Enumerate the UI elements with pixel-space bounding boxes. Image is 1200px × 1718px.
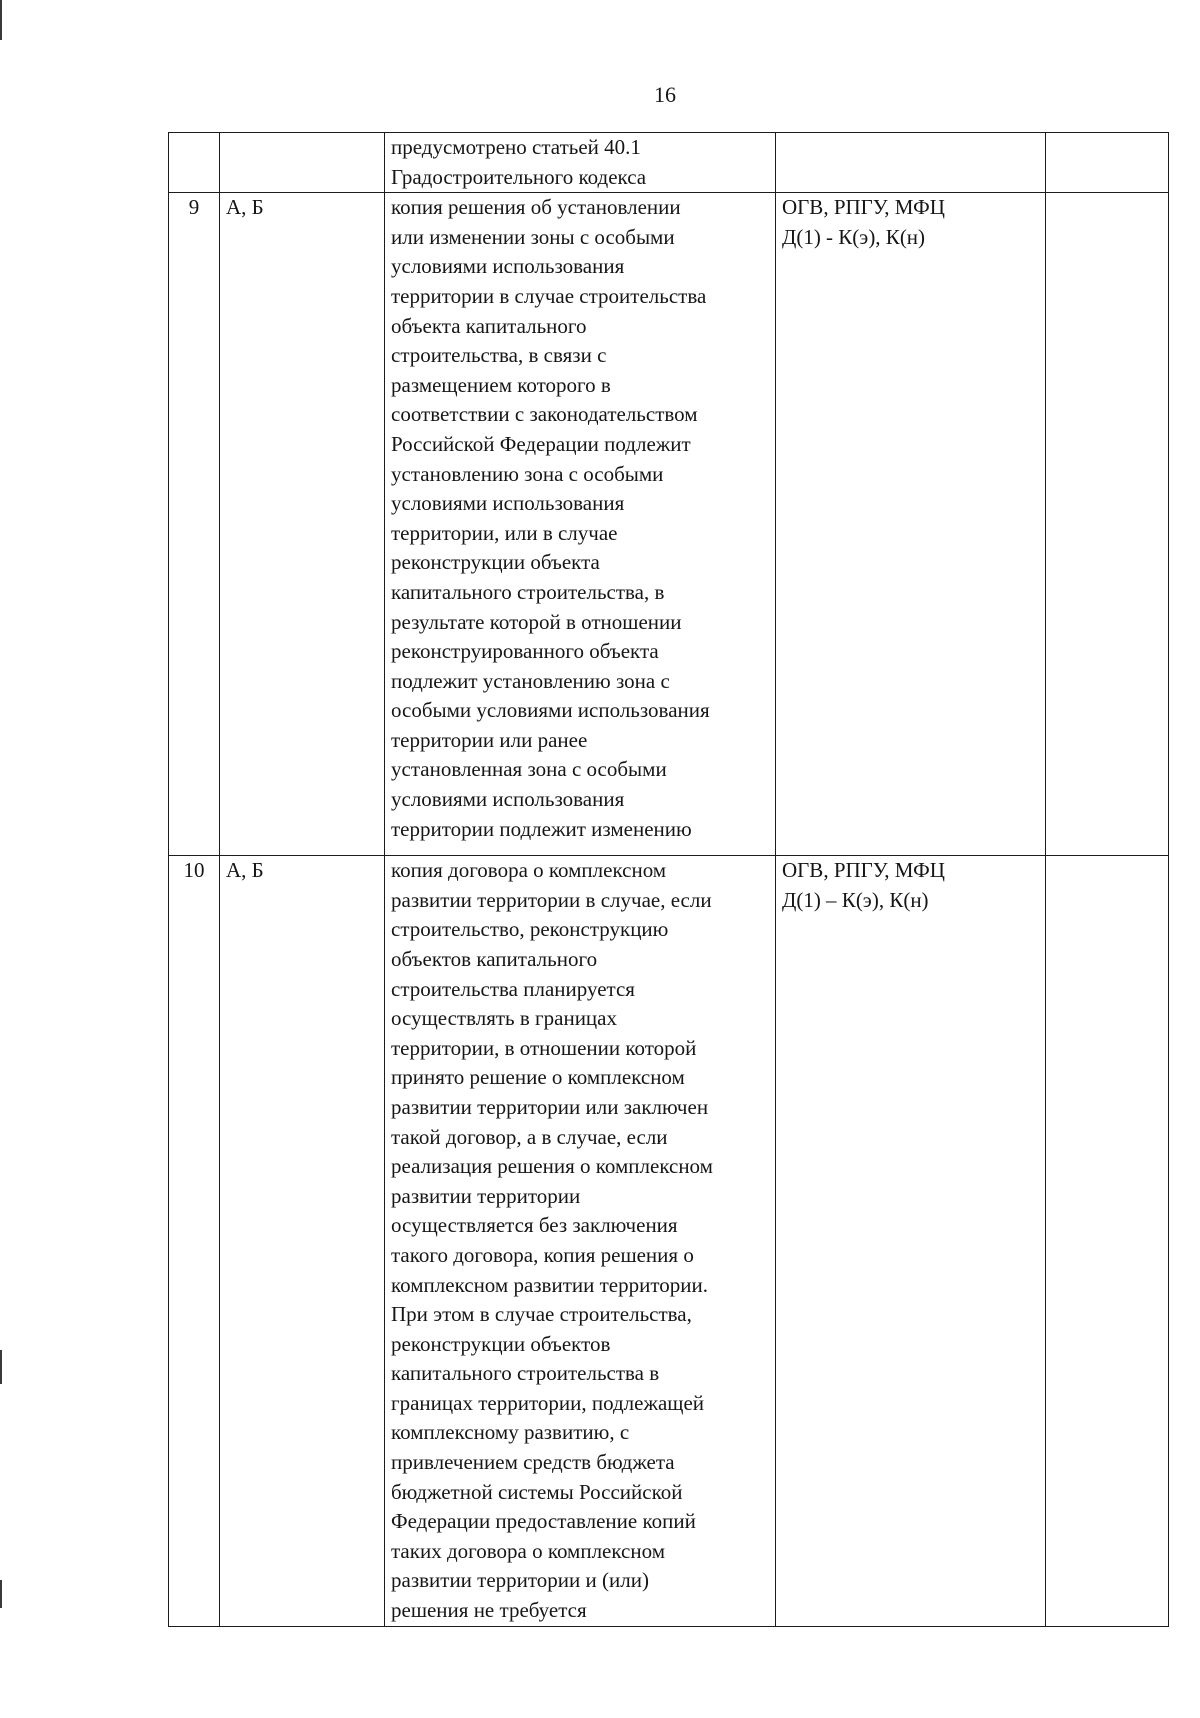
document-line: условиями использования [391, 491, 625, 516]
document-line: решения не требуется [391, 1598, 587, 1623]
document-line: развитии территории или заключен [391, 1094, 709, 1119]
document-line: такого договора, копия решения о [391, 1242, 694, 1267]
scan-edge-mark [0, 0, 2, 40]
document-line: строительства, в связи с [391, 343, 607, 368]
document-line: объекта капитального [391, 313, 587, 338]
source-line: ОГВ, РПГУ, МФЦ [782, 195, 945, 220]
document-line: копия решения об установлении [391, 195, 681, 220]
document-line: комплексном развитии территории. [391, 1272, 708, 1297]
document-line: территории или ранее [391, 727, 588, 752]
source-line: ОГВ, РПГУ, МФЦ [782, 858, 945, 883]
document-line: установлению зона с особыми [391, 461, 664, 486]
document-line: подлежит установлению зона с [391, 668, 670, 693]
scan-edge-mark [0, 1580, 2, 1608]
document-line: такой договор, а в случае, если [391, 1124, 668, 1149]
document-line: При этом в случае строительства, [391, 1302, 692, 1327]
source-cell [776, 193, 1046, 856]
source-line: Д(1) – К(э), К(н) [782, 887, 929, 912]
document-line: осуществляется без заключения [391, 1213, 678, 1238]
document-cell [385, 193, 776, 856]
document-line: Градостроительного кодекса [391, 164, 647, 189]
document-line: территории, или в случае [391, 520, 618, 545]
document-line: реконструкции объекта [391, 550, 600, 575]
scan-edge-mark [0, 1350, 2, 1384]
table-row [169, 856, 1169, 1626]
document-line: принято решение о комплексном [391, 1065, 685, 1090]
document-line: особыми условиями использования [391, 698, 710, 723]
document-line: соответствии с законодательством [391, 402, 698, 427]
row-number-cell [169, 133, 220, 193]
note-cell [1046, 856, 1169, 1626]
source-cell [776, 856, 1046, 1626]
document-line: реконструированного объекта [391, 639, 659, 664]
document-line: объектов капитального [391, 946, 598, 971]
document-line: таких договора о комплексном [391, 1538, 666, 1563]
document-cell [385, 856, 776, 1626]
document-cell [385, 133, 776, 193]
document-line: результате которой в отношении [391, 609, 682, 634]
document-line: предусмотрено статьей 40.1 [391, 135, 641, 159]
note-cell [1046, 193, 1169, 856]
source-line: Д(1) - К(э), К(н) [782, 224, 926, 249]
document-line: территории, в отношении которой [391, 1035, 697, 1060]
row-number-cell: 10 [169, 856, 220, 1626]
table-row [169, 133, 1169, 193]
document-line: развитии территории [391, 1183, 581, 1208]
note-cell [1046, 133, 1169, 193]
table-row [169, 193, 1169, 856]
document-line: территории подлежит изменению [391, 816, 692, 841]
document-line: капитального строительства в [391, 1361, 660, 1386]
document-line: развитии территории в случае, если [391, 887, 712, 912]
document-line: бюджетной системы Российской [391, 1479, 683, 1504]
document-line: развитии территории и (или) [391, 1568, 649, 1593]
document-line: Федерации предоставление копий [391, 1509, 696, 1534]
row-number-cell: 9 [169, 193, 220, 856]
document-line: или изменении зоны с особыми [391, 224, 675, 249]
document-line: строительства планируется [391, 976, 635, 1001]
document-line: условиями использования [391, 787, 625, 812]
document-line: копия договора о комплексном [391, 858, 667, 883]
document-line: территории в случае строительства [391, 283, 707, 308]
document-line: условиями использования [391, 254, 625, 279]
document-line: строительство, реконструкцию [391, 917, 669, 942]
document-line: капитального строительства, в [391, 579, 665, 604]
document-line: реализация решения о комплексном [391, 1154, 713, 1179]
document-line: Российской Федерации подлежит [391, 431, 691, 456]
document-line: реконструкции объектов [391, 1331, 611, 1356]
document-line: установленная зона с особыми [391, 757, 667, 782]
document-line: осуществлять в границах [391, 1006, 617, 1031]
document-line: привлечением средств бюджета [391, 1450, 675, 1475]
document-line: границах территории, подлежащей [391, 1390, 705, 1415]
document-line: комплексному развитию, с [391, 1420, 630, 1445]
document-line: размещением которого в [391, 372, 611, 397]
source-cell [776, 133, 1046, 193]
category-cell [220, 133, 385, 193]
page-number: 16 [654, 82, 676, 107]
category-cell: А, Б [220, 193, 385, 856]
requirements-table [168, 132, 1169, 1627]
category-cell: А, Б [220, 856, 385, 1626]
